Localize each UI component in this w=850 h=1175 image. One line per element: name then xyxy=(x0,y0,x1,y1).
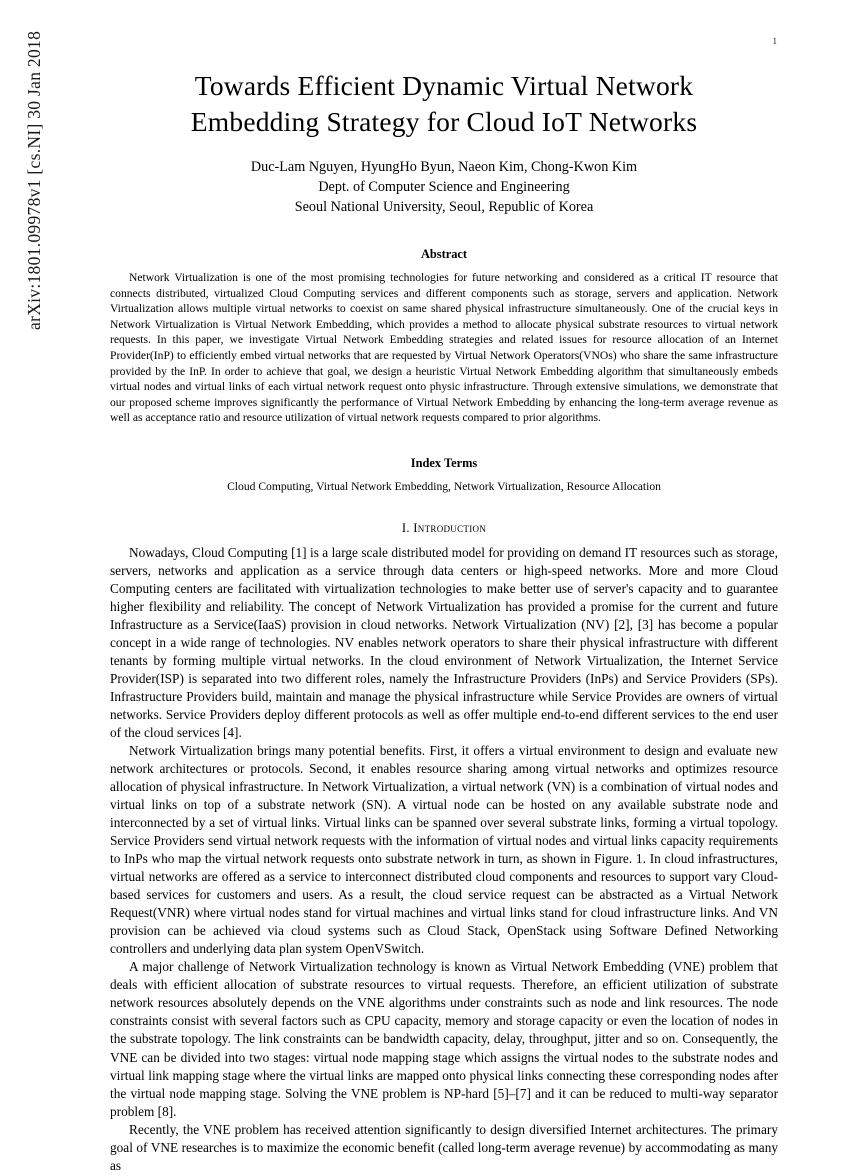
affiliation-department: Dept. of Computer Science and Engineering xyxy=(318,178,570,195)
abstract-text: Network Virtualization is one of the most promising technologies for future networking and considered as a critical IT resource that connects distributed, virtualized Cloud Computing services and different components such as storage, servers and application. Network Virtualization allows multiple virtual networks to coexist on same shared physical infrastructure simultaneously. One of the crucial keys in Network Virtualization is Virtual Network Embedding, which provides a method to allocate physical substrate resources to virtual network requests. In this paper, we investigate Virtual Network Embedding strategies and related issues for resource allocation of an Internet Provider(InP) to efficiently embed virtual networks that are requested by Virtual Network Operators(VNOs) who share the same infrastructure provided by the InP. In order to achieve that goal, we design a heuristic Virtual Network Embedding algorithm that simultaneously embeds virtual nodes and virtual links of each virtual network request onto physic infrastructure. Through extensive simulations, we demonstrate that our proposed scheme improves significantly the performance of Virtual Network Embedding by enhancing the long-term average revenue as well as acceptance ratio and resource utilization of virtual network requests compared to prior algorithms. xyxy=(110,271,778,425)
abstract-body xyxy=(110,270,778,426)
paragraph: A major challenge of Network Virtualization technology is known as Virtual Network Embedding (VNE) problem that deals with efficient allocation of substrate resources to virtual requests. Therefore, an efficient utilization of substrate network resources absolutely depends on the VNE algorithms under constraints such as node and link resources. The node constraints consist with several factors such as CPU capacity, memory and storage capacity or even the location of nodes in the substrate topology. The link constraints can be bandwidth capacity, delay, throughput, jitter and so on. Consequently, the VNE can be divided into two stages: virtual node mapping stage which assigns the virtual nodes to the substrate nodes and virtual link mapping stage where the virtual links are mapped onto physical links connecting these corresponding nodes after the virtual node mapping stage. Solving the VNE problem is NP-hard [5]–[7] and it can be reduced to multi-way separator problem [8]. xyxy=(110,959,778,1119)
paragraph: Network Virtualization brings many potential benefits. First, it offers a virtual environment to design and evaluate new network architectures or protocols. Second, it enables resource sharing among virtual networks and optimizes resource allocation of physical infrastructure. In Network Virtualization, a virtual network (VN) is a combination of virtual nodes and virtual links on top of a substrate network (SN). A virtual node can be hosted on any available substrate node and interconnected by a set of virtual links. Virtual links can be spanned over several substrate links, forming a virtual topology. Service Providers send virtual network requests with the information of virtual nodes and virtual links capacity requirements to InPs who map the virtual network requests onto substrate network in turn, as shown in Figure. 1. In cloud infrastructures, virtual networks are offered as a service to interconnect distributed cloud components and resources to support vary Cloud-based services for customers and users. As a result, the cloud service request can be abstracted as a Virtual Network Request(VNR) where virtual nodes stand for virtual machines and virtual links stand for cloud infrastructure links. And VN provision can be achieved via cloud systems such as Cloud Stack, OpenStack using Software Defined Networking controllers and underlying data plan system OpenVSwitch. xyxy=(110,743,778,957)
title-line-2: Embedding Strategy for Cloud IoT Networks xyxy=(190,106,698,138)
page-title xyxy=(110,68,778,141)
index-terms-text: Cloud Computing, Virtual Network Embedding, Network Virtualization, Resource Allocation xyxy=(227,479,661,493)
author-list: Duc-Lam Nguyen, HyungHo Byun, Naeon Kim, Chong-Kwon Kim xyxy=(250,158,638,175)
section-1-body xyxy=(110,544,778,1175)
section-1-title: I. Introduction xyxy=(401,521,487,536)
index-terms-heading: Index Terms xyxy=(410,455,478,470)
title-line-1: Towards Efficient Dynamic Virtual Network xyxy=(194,70,694,101)
abstract-heading: Abstract xyxy=(420,247,468,262)
paragraph: Nowadays, Cloud Computing [1] is a large scale distributed model for providing on demand IT resources such as storage, servers, networks and application as a service through data centers or high-speed networks. More and more Cloud Computing centers are facilitated with virtualization technologies to make better use of server's capacity and to guarantee higher flexibility and reliability. The concept of Network Virtualization has provided a promise for the current and future Infrastructure as a Service(IaaS) provision in cloud networks. Network Virtualization (NV) [2], [3] has become a popular concept in a wide range of technologies. NV enables network operators to share their physical infrastructure with different tenants by forming multiple virtual networks. In the cloud environment of Network Virtualization, the Internet Service Provider(ISP) is separated into two different roles, namely the Infrastructure Providers (InPs) and Service Providers (SPs). Infrastructure Providers build, maintain and manage the physical infrastructure while Service Provides are owners of virtual networks. Service Providers deploy different protocols as well as offer multiple end-to-end different services to the end user of the cloud services [4]. xyxy=(110,545,778,741)
affiliation-institution: Seoul National University, Seoul, Republic of Korea xyxy=(294,198,594,215)
paper-content xyxy=(110,58,778,1175)
paragraph: Recently, the VNE problem has received attention significantly to design diversified Internet architectures. The primary goal of VNE researches is to maximize the economic benefit (called long-term average revenue) by accommodating as many as xyxy=(110,1121,778,1173)
arxiv-identifier-stamp: arXiv:1801.09978v1 [cs.NI] 30 Jan 2018 xyxy=(24,30,44,330)
page-number: 1 xyxy=(772,36,777,46)
